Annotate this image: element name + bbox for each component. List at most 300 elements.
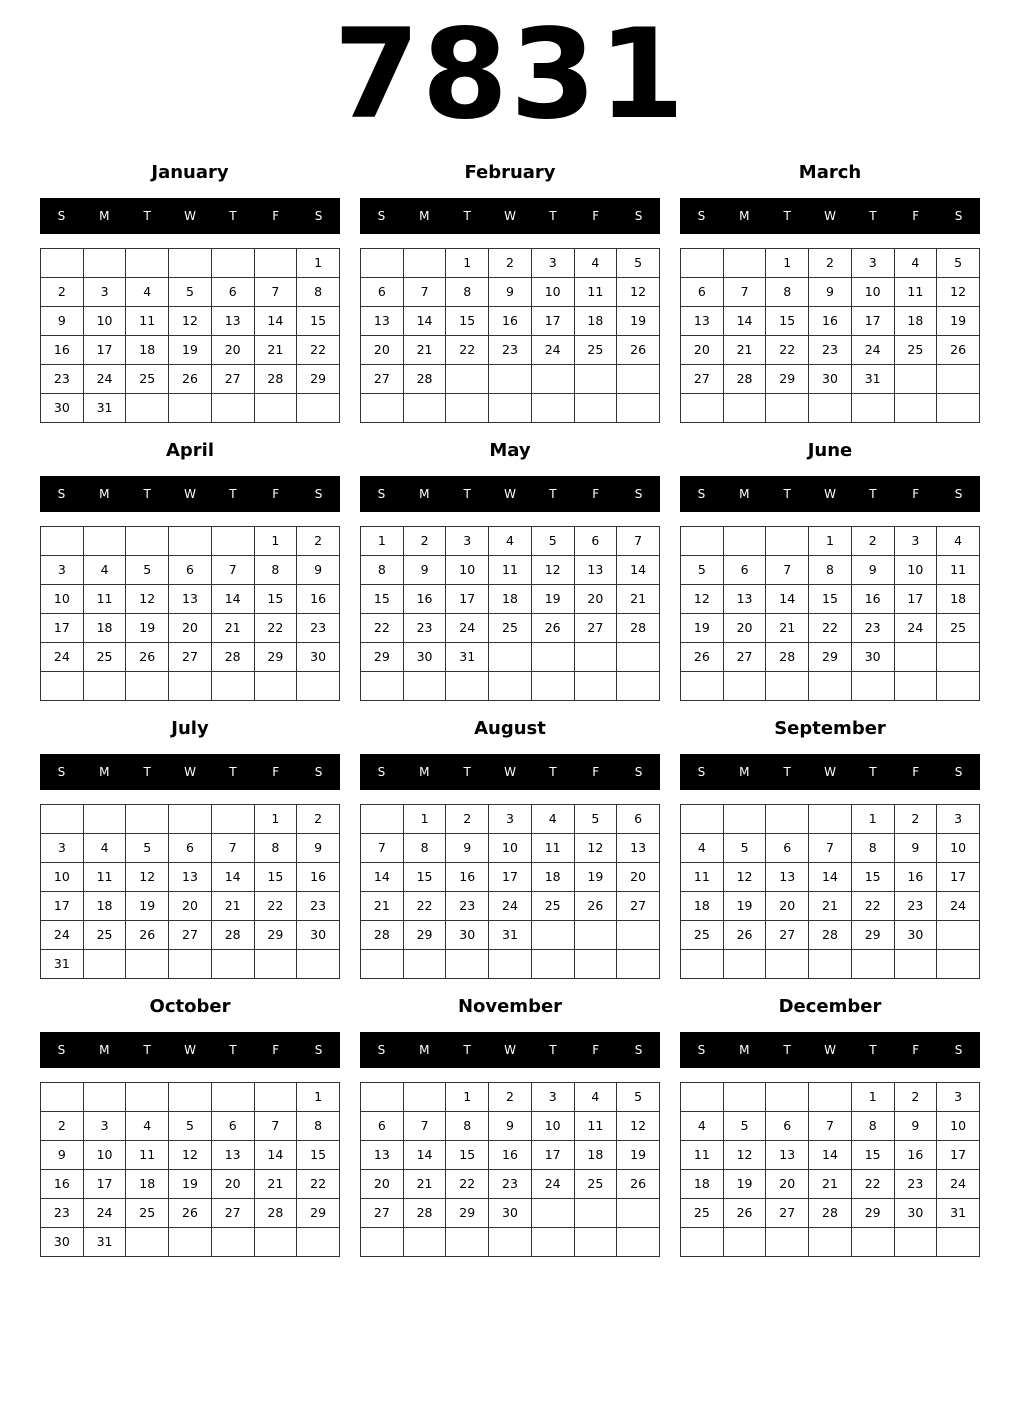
day-cell: 19 [126, 892, 169, 921]
day-cell: 20 [169, 614, 212, 643]
day-cell: 7 [809, 834, 852, 863]
day-cell: 5 [169, 278, 212, 307]
day-cell: 7 [617, 527, 660, 556]
weekday-label: T [463, 487, 471, 501]
day-cell: 29 [361, 643, 404, 672]
weekday-label: M [419, 209, 430, 223]
day-cell: 19 [723, 1170, 766, 1199]
day-cell: 14 [617, 556, 660, 585]
empty-day-cell [83, 805, 126, 834]
week-row [681, 614, 980, 643]
empty-day-cell [361, 394, 404, 423]
day-cell: 7 [723, 278, 766, 307]
day-cell: 28 [211, 921, 254, 950]
day-cell: 14 [211, 585, 254, 614]
day-cell: 20 [766, 1170, 809, 1199]
day-cell: 27 [723, 643, 766, 672]
weekday-label: W [504, 765, 516, 779]
day-cell: 4 [574, 249, 617, 278]
weekday-label: T [549, 209, 557, 223]
weekday-label: T [549, 487, 557, 501]
day-cell: 4 [681, 1112, 724, 1141]
week-row [361, 365, 660, 394]
day-cell: 24 [83, 365, 126, 394]
empty-day-cell [681, 1228, 724, 1257]
day-cell: 2 [41, 1112, 84, 1141]
week-row [361, 805, 660, 834]
empty-day-cell [169, 672, 212, 701]
empty-day-cell [617, 950, 660, 979]
weekday-label: W [504, 209, 516, 223]
weekday-header [680, 476, 980, 512]
day-cell: 28 [809, 921, 852, 950]
day-cell: 23 [894, 892, 937, 921]
weekday-label: T [229, 209, 237, 223]
day-cell: 2 [809, 249, 852, 278]
empty-day-cell [211, 249, 254, 278]
empty-day-cell [809, 1083, 852, 1112]
empty-day-cell [531, 365, 574, 394]
empty-day-cell [894, 672, 937, 701]
day-cell: 2 [297, 805, 340, 834]
day-cell: 11 [126, 307, 169, 336]
day-cell: 12 [681, 585, 724, 614]
week-row [681, 1141, 980, 1170]
day-cell: 23 [489, 336, 532, 365]
empty-day-cell [446, 394, 489, 423]
day-cell: 3 [851, 249, 894, 278]
day-cell: 21 [403, 1170, 446, 1199]
week-row [361, 950, 660, 979]
day-cell: 13 [361, 307, 404, 336]
day-cell: 11 [681, 863, 724, 892]
weekday-label: T [229, 765, 237, 779]
day-cell: 19 [574, 863, 617, 892]
day-cell: 3 [41, 834, 84, 863]
day-cell: 31 [937, 1199, 980, 1228]
day-cell: 24 [83, 1199, 126, 1228]
day-cell: 10 [531, 1112, 574, 1141]
weekday-label: S [954, 765, 963, 779]
day-cell: 4 [83, 556, 126, 585]
empty-day-cell [574, 1228, 617, 1257]
week-row [361, 556, 660, 585]
weekday-label: F [272, 487, 280, 501]
empty-day-cell [126, 950, 169, 979]
day-cell: 16 [41, 1170, 84, 1199]
weekday-label: S [314, 1043, 323, 1057]
weekday-header [360, 1032, 660, 1068]
empty-day-cell [446, 1228, 489, 1257]
empty-day-cell [83, 527, 126, 556]
day-cell: 16 [41, 336, 84, 365]
day-cell: 30 [894, 1199, 937, 1228]
day-cell: 18 [126, 336, 169, 365]
empty-day-cell [574, 365, 617, 394]
week-row [681, 1228, 980, 1257]
day-cell: 13 [361, 1141, 404, 1170]
day-cell: 28 [361, 921, 404, 950]
empty-day-cell [937, 921, 980, 950]
day-cell: 8 [361, 556, 404, 585]
weekday-label: S [377, 765, 386, 779]
empty-day-cell [531, 950, 574, 979]
day-cell: 1 [766, 249, 809, 278]
empty-day-cell [254, 394, 297, 423]
day-cell: 8 [766, 278, 809, 307]
empty-day-cell [126, 1083, 169, 1112]
week-row [41, 834, 340, 863]
week-row [41, 278, 340, 307]
empty-day-cell [41, 527, 84, 556]
day-cell: 15 [297, 307, 340, 336]
day-cell: 14 [254, 1141, 297, 1170]
empty-day-cell [851, 394, 894, 423]
day-cell: 20 [617, 863, 660, 892]
day-grid [40, 248, 340, 423]
empty-day-cell [851, 1228, 894, 1257]
day-cell: 16 [894, 863, 937, 892]
day-cell: 27 [681, 365, 724, 394]
day-cell: 17 [531, 307, 574, 336]
empty-day-cell [489, 643, 532, 672]
empty-day-cell [574, 921, 617, 950]
empty-day-cell [211, 805, 254, 834]
empty-day-cell [574, 394, 617, 423]
day-cell: 23 [809, 336, 852, 365]
empty-day-cell [254, 672, 297, 701]
day-cell: 28 [617, 614, 660, 643]
weekday-label: M [419, 487, 430, 501]
empty-day-cell [403, 394, 446, 423]
weekday-label: T [143, 209, 151, 223]
empty-day-cell [297, 394, 340, 423]
empty-day-cell [446, 950, 489, 979]
day-cell: 10 [937, 834, 980, 863]
empty-day-cell [723, 1083, 766, 1112]
week-row [361, 1170, 660, 1199]
day-cell: 11 [574, 278, 617, 307]
weekday-label: M [419, 1043, 430, 1057]
weekday-label: T [869, 487, 877, 501]
day-grid [40, 1082, 340, 1257]
empty-day-cell [126, 805, 169, 834]
day-cell: 13 [723, 585, 766, 614]
week-row [681, 1170, 980, 1199]
empty-day-cell [723, 1228, 766, 1257]
empty-day-cell [723, 527, 766, 556]
day-cell: 27 [169, 921, 212, 950]
day-cell: 5 [574, 805, 617, 834]
day-cell: 9 [894, 1112, 937, 1141]
day-cell: 21 [766, 614, 809, 643]
day-cell: 28 [403, 1199, 446, 1228]
day-cell: 31 [83, 394, 126, 423]
day-cell: 12 [574, 834, 617, 863]
day-cell: 21 [403, 336, 446, 365]
weekday-label: M [739, 1043, 750, 1057]
week-row [41, 1141, 340, 1170]
day-cell: 27 [766, 1199, 809, 1228]
day-cell: 6 [723, 556, 766, 585]
day-cell: 23 [489, 1170, 532, 1199]
day-cell: 17 [937, 863, 980, 892]
day-grid [680, 526, 980, 701]
empty-day-cell [617, 921, 660, 950]
day-cell: 24 [489, 892, 532, 921]
day-cell: 3 [894, 527, 937, 556]
weekday-label: F [592, 765, 600, 779]
weekday-label: T [463, 1043, 471, 1057]
empty-day-cell [211, 1083, 254, 1112]
empty-day-cell [169, 527, 212, 556]
day-cell: 31 [489, 921, 532, 950]
day-cell: 8 [297, 1112, 340, 1141]
week-row [41, 1170, 340, 1199]
day-cell: 26 [937, 336, 980, 365]
day-cell: 30 [41, 394, 84, 423]
month-name: December [778, 996, 882, 1017]
day-cell: 26 [681, 643, 724, 672]
empty-day-cell [361, 1228, 404, 1257]
empty-day-cell [211, 527, 254, 556]
weekday-label: T [229, 487, 237, 501]
day-cell: 30 [894, 921, 937, 950]
day-cell: 5 [531, 527, 574, 556]
weekday-label: T [783, 209, 791, 223]
day-cell: 13 [211, 1141, 254, 1170]
day-cell: 18 [894, 307, 937, 336]
weekday-label: M [739, 765, 750, 779]
empty-day-cell [937, 1228, 980, 1257]
day-cell: 17 [83, 1170, 126, 1199]
week-row [681, 834, 980, 863]
weekday-label: F [912, 765, 920, 779]
day-cell: 25 [126, 365, 169, 394]
month-name: November [457, 996, 563, 1017]
day-cell: 21 [723, 336, 766, 365]
day-cell: 3 [446, 527, 489, 556]
day-cell: 28 [766, 643, 809, 672]
day-cell: 6 [361, 1112, 404, 1141]
empty-day-cell [126, 394, 169, 423]
day-cell: 18 [531, 863, 574, 892]
day-cell: 29 [254, 643, 297, 672]
weekday-label: W [824, 765, 836, 779]
empty-day-cell [489, 365, 532, 394]
empty-day-cell [937, 672, 980, 701]
weekday-label: S [314, 209, 323, 223]
day-cell: 26 [723, 921, 766, 950]
day-cell: 24 [894, 614, 937, 643]
empty-day-cell [489, 672, 532, 701]
week-row [681, 394, 980, 423]
week-row [41, 1199, 340, 1228]
day-cell: 13 [169, 585, 212, 614]
empty-day-cell [894, 1228, 937, 1257]
day-cell: 2 [41, 278, 84, 307]
empty-day-cell [937, 394, 980, 423]
weekday-label: T [143, 487, 151, 501]
day-cell: 15 [446, 307, 489, 336]
empty-day-cell [723, 805, 766, 834]
day-cell: 6 [211, 278, 254, 307]
day-cell: 24 [41, 643, 84, 672]
day-cell: 24 [851, 336, 894, 365]
empty-day-cell [446, 365, 489, 394]
day-cell: 27 [211, 365, 254, 394]
day-cell: 25 [83, 921, 126, 950]
day-cell: 1 [446, 1083, 489, 1112]
day-cell: 29 [297, 365, 340, 394]
year-title: 7831 [333, 3, 687, 147]
day-cell: 2 [297, 527, 340, 556]
empty-day-cell [723, 249, 766, 278]
day-cell: 20 [361, 336, 404, 365]
empty-day-cell [809, 1228, 852, 1257]
weekday-label: S [697, 1043, 706, 1057]
empty-day-cell [254, 950, 297, 979]
empty-day-cell [937, 643, 980, 672]
day-cell: 17 [489, 863, 532, 892]
day-cell: 26 [617, 1170, 660, 1199]
weekday-label: S [954, 487, 963, 501]
week-row [41, 394, 340, 423]
day-cell: 14 [809, 1141, 852, 1170]
weekday-header [680, 198, 980, 234]
weekday-label: S [377, 487, 386, 501]
day-cell: 7 [809, 1112, 852, 1141]
week-row [681, 307, 980, 336]
day-cell: 6 [169, 556, 212, 585]
day-grid [40, 526, 340, 701]
day-cell: 25 [126, 1199, 169, 1228]
weekday-label: F [912, 487, 920, 501]
day-cell: 22 [403, 892, 446, 921]
week-row [361, 1141, 660, 1170]
day-cell: 15 [446, 1141, 489, 1170]
day-cell: 2 [894, 1083, 937, 1112]
day-cell: 10 [489, 834, 532, 863]
day-cell: 25 [489, 614, 532, 643]
day-cell: 15 [297, 1141, 340, 1170]
week-row [361, 672, 660, 701]
empty-day-cell [723, 394, 766, 423]
weekday-label: M [99, 487, 110, 501]
weekday-label: S [314, 765, 323, 779]
day-cell: 4 [937, 527, 980, 556]
day-cell: 27 [361, 1199, 404, 1228]
day-cell: 1 [297, 249, 340, 278]
day-cell: 8 [446, 1112, 489, 1141]
empty-day-cell [574, 672, 617, 701]
empty-day-cell [446, 672, 489, 701]
day-cell: 25 [937, 614, 980, 643]
day-cell: 19 [723, 892, 766, 921]
week-row [361, 892, 660, 921]
day-cell: 25 [83, 643, 126, 672]
day-cell: 11 [83, 863, 126, 892]
day-cell: 3 [531, 1083, 574, 1112]
empty-day-cell [766, 1228, 809, 1257]
week-row [361, 614, 660, 643]
day-cell: 24 [937, 892, 980, 921]
day-cell: 10 [41, 585, 84, 614]
day-cell: 25 [681, 921, 724, 950]
weekday-label: S [57, 1043, 66, 1057]
day-cell: 8 [403, 834, 446, 863]
weekday-label: S [57, 209, 66, 223]
day-cell: 1 [851, 1083, 894, 1112]
weekday-label: T [783, 765, 791, 779]
weekday-label: T [869, 765, 877, 779]
day-cell: 26 [169, 1199, 212, 1228]
day-cell: 4 [489, 527, 532, 556]
week-row [41, 556, 340, 585]
day-cell: 12 [169, 1141, 212, 1170]
day-cell: 13 [211, 307, 254, 336]
day-cell: 4 [531, 805, 574, 834]
weekday-header [360, 476, 660, 512]
day-cell: 19 [531, 585, 574, 614]
empty-day-cell [126, 527, 169, 556]
day-cell: 23 [41, 1199, 84, 1228]
day-cell: 22 [361, 614, 404, 643]
weekday-header [40, 1032, 340, 1068]
empty-day-cell [531, 1228, 574, 1257]
empty-day-cell [361, 249, 404, 278]
day-cell: 20 [681, 336, 724, 365]
day-cell: 20 [723, 614, 766, 643]
day-cell: 1 [361, 527, 404, 556]
week-row [41, 1112, 340, 1141]
day-cell: 17 [851, 307, 894, 336]
day-cell: 6 [617, 805, 660, 834]
empty-day-cell [681, 1083, 724, 1112]
day-cell: 15 [254, 585, 297, 614]
day-cell: 20 [766, 892, 809, 921]
empty-day-cell [403, 249, 446, 278]
empty-day-cell [169, 1228, 212, 1257]
day-cell: 30 [297, 643, 340, 672]
empty-day-cell [489, 1228, 532, 1257]
weekday-label: S [377, 1043, 386, 1057]
week-row [41, 921, 340, 950]
empty-day-cell [617, 394, 660, 423]
day-cell: 16 [297, 585, 340, 614]
weekday-label: W [184, 765, 196, 779]
empty-day-cell [681, 805, 724, 834]
day-cell: 19 [617, 1141, 660, 1170]
weekday-label: F [272, 209, 280, 223]
day-cell: 27 [574, 614, 617, 643]
empty-day-cell [211, 672, 254, 701]
empty-day-cell [851, 672, 894, 701]
day-cell: 22 [851, 1170, 894, 1199]
week-row [361, 307, 660, 336]
day-cell: 16 [403, 585, 446, 614]
empty-day-cell [574, 950, 617, 979]
week-row [681, 278, 980, 307]
empty-day-cell [126, 249, 169, 278]
day-cell: 24 [446, 614, 489, 643]
day-cell: 3 [531, 249, 574, 278]
day-cell: 22 [446, 336, 489, 365]
day-cell: 1 [254, 805, 297, 834]
day-cell: 27 [211, 1199, 254, 1228]
weekday-label: T [869, 1043, 877, 1057]
empty-day-cell [169, 249, 212, 278]
